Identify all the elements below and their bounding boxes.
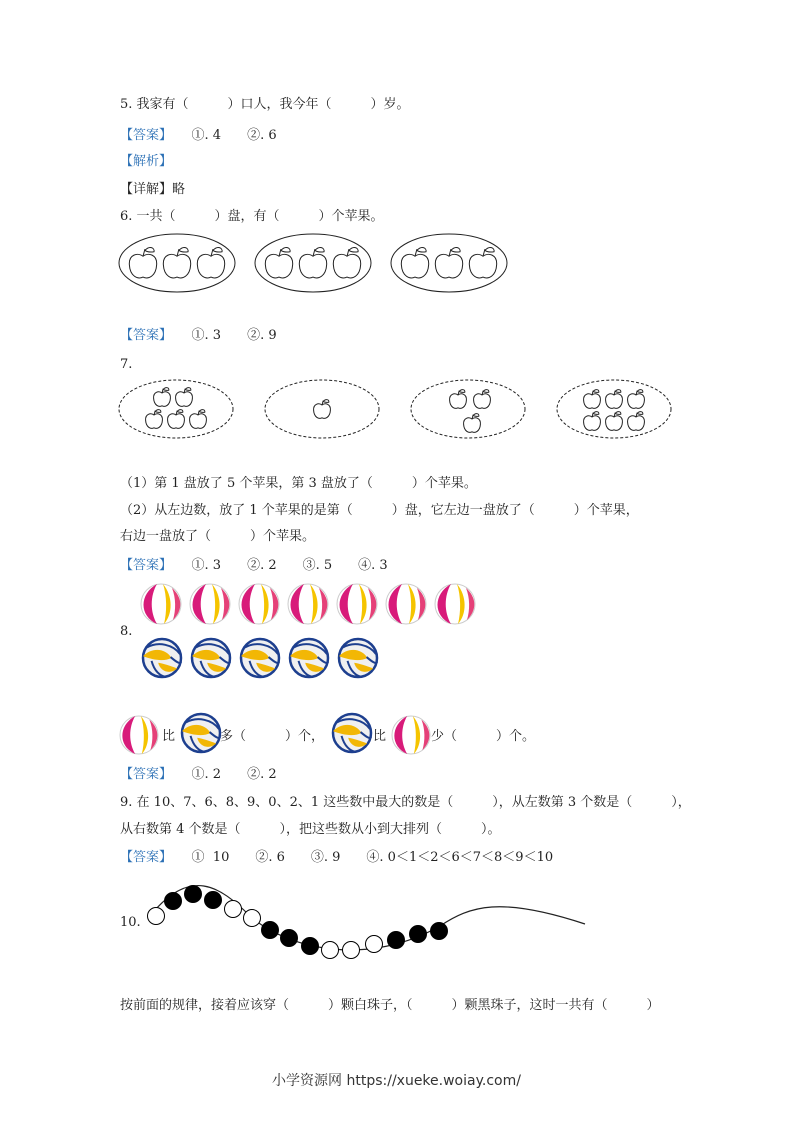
apple-icon: [628, 412, 645, 431]
apple-icon: [333, 247, 360, 277]
volleyball-icon: [290, 639, 328, 677]
apple-icon: [464, 414, 481, 433]
q8-number: 8.: [120, 624, 133, 639]
q5-answer: 【答案】 ①. 4 ②. 6: [120, 128, 277, 143]
q5-detail: 【详解】略: [120, 182, 186, 197]
plate: [255, 234, 371, 292]
apple-icon: [265, 247, 292, 277]
q5-analysis-label: 【解析】: [120, 154, 173, 169]
q7-answer: 【答案】 ①. 3 ②. 2 ③. 5 ④. 3: [120, 558, 388, 573]
q6-apple-plates: [118, 232, 518, 294]
apple-icon: [450, 390, 467, 409]
plate: [265, 380, 379, 438]
black-bead: [165, 893, 182, 910]
white-bead: [225, 901, 242, 918]
plate: [391, 234, 507, 292]
apple-icon: [584, 412, 601, 431]
q6-question: 6. 一共（ ）盘，有（ ）个苹果。: [120, 209, 384, 224]
apple-icon: [129, 247, 156, 277]
beach-ball-icon: [337, 584, 377, 624]
apple-icon: [168, 410, 185, 429]
q7-number: 7.: [120, 357, 133, 372]
apple-icon: [628, 390, 645, 409]
apple-icon: [314, 400, 331, 419]
apple-icon: [584, 390, 601, 409]
apple-icon: [606, 412, 623, 431]
white-bead: [322, 942, 339, 959]
footer-watermark: 小学资源网 https://xueke.woiay.com/: [272, 1073, 521, 1089]
black-bead: [431, 923, 448, 940]
q8-cmp1-mid: 比: [162, 729, 176, 744]
black-bead: [302, 938, 319, 955]
q10-bead-string: [140, 876, 600, 966]
white-bead: [244, 910, 261, 927]
volleyball-icon: [333, 714, 371, 752]
apple-icon: [401, 247, 428, 277]
white-bead: [148, 908, 165, 925]
q7-sub2b: 右边一盘放了（ ）个苹果。: [120, 529, 316, 544]
q10-number: 10.: [120, 915, 141, 930]
q8-cmp1-end: 多（ ）个，: [220, 729, 325, 744]
q8-cmp2-end: 少（ ）个。: [431, 729, 536, 744]
q9-line2: 从右数第 4 个数是（ ），把这些数从小到大排列（ ）。: [120, 822, 501, 837]
apple-icon: [163, 247, 190, 277]
q8-answer: 【答案】 ①. 2 ②. 2: [120, 767, 277, 782]
plate: [557, 380, 671, 438]
apple-icon: [154, 388, 171, 407]
black-bead: [205, 892, 222, 909]
black-bead: [281, 930, 298, 947]
apple-icon: [146, 410, 163, 429]
plate: [119, 380, 233, 438]
apple-icon: [469, 247, 496, 277]
beach-ball-icon: [120, 716, 158, 754]
beach-ball-icon: [386, 584, 426, 624]
volleyball-icon: [143, 639, 181, 677]
apple-icon: [190, 410, 207, 429]
q10-question: 按前面的规律，接着应该穿（ ）颗白珠子，（ ）颗黑珠子，这时一共有（ ）: [120, 998, 660, 1013]
volleyball-icon: [241, 639, 279, 677]
q7-sub1: （1）第 1 盘放了 5 个苹果，第 3 盘放了（ ）个苹果。: [120, 476, 477, 491]
black-bead: [388, 932, 405, 949]
q9-line1: 9. 在 10、7、6、8、9、0、2、1 这些数中最大的数是（ ），从左数第 3 个数是（ ），: [120, 795, 691, 810]
white-bead: [366, 936, 383, 953]
q6-answer: 【答案】 ①. 3 ②. 9: [120, 328, 277, 343]
volleyball-icon: [192, 639, 230, 677]
plate: [411, 380, 525, 438]
q8-ball-rows: [140, 582, 480, 682]
beach-ball-icon: [239, 584, 279, 624]
q5-question: 5. 我家有（ ）口人，我今年（ ）岁。: [120, 97, 410, 112]
black-bead: [410, 926, 427, 943]
apple-icon: [299, 247, 326, 277]
answer-label: 【答案】: [120, 128, 166, 143]
beach-ball-icon: [435, 584, 475, 624]
volleyball-icon: [339, 639, 377, 677]
apple-icon: [176, 388, 193, 407]
apple-icon: [606, 390, 623, 409]
apple-icon: [474, 390, 491, 409]
white-bead: [343, 942, 360, 959]
beach-ball-icon: [288, 584, 328, 624]
beach-ball-icon: [392, 716, 430, 754]
q7-sub2a: （2）从左边数，放了 1 个苹果的是第（ ）盘，它左边一盘放了（ ）个苹果，: [120, 503, 639, 518]
plate: [119, 234, 235, 292]
volleyball-icon: [182, 714, 220, 752]
black-bead: [262, 922, 279, 939]
beach-ball-icon: [190, 584, 230, 624]
black-bead: [185, 886, 202, 903]
beach-ball-icon: [141, 584, 181, 624]
q8-cmp2-mid: 比: [373, 729, 387, 744]
apple-icon: [435, 247, 462, 277]
apple-icon: [197, 247, 224, 277]
q9-answer: 【答案】 ① 10 ②. 6 ③. 9 ④. 0＜1＜2＜6＜7＜8＜9＜10: [120, 850, 554, 865]
q7-apple-plates: [118, 378, 678, 440]
